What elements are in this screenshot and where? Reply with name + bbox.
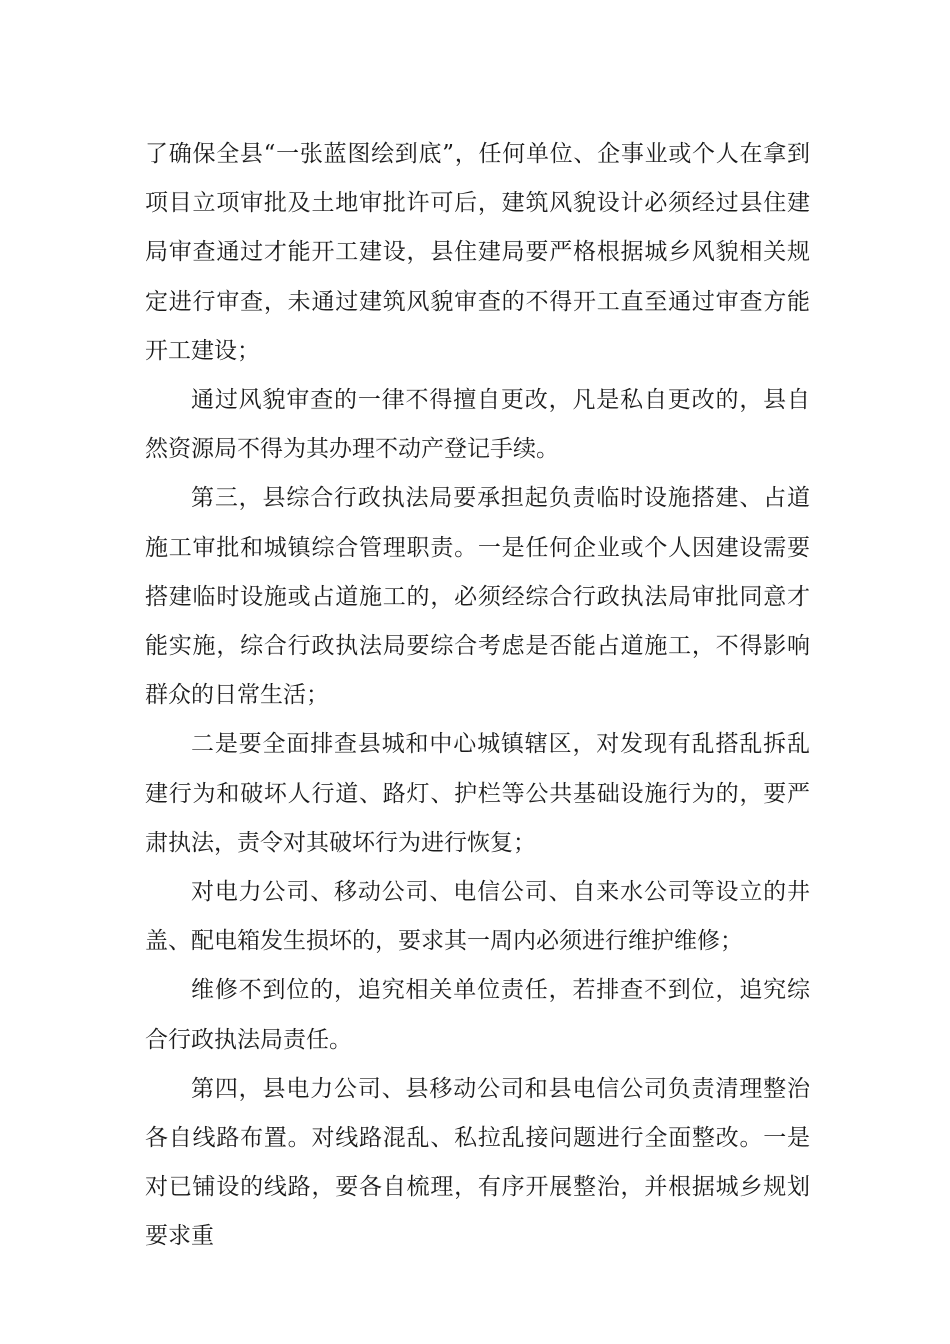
paragraph-4: 二是要全面排查县城和中心城镇辖区，对发现有乱搭乱拆乱建行为和破坏人行道、路灯、护栏等公共基础设施行为的，要严肃执法，责令对其破坏行为进行恢复； xyxy=(145,731,810,856)
paragraph-2: 通过风貌审查的一律不得擅自更改，凡是私自更改的，县自然资源局不得为其办理不动产登记手续。 xyxy=(145,387,810,463)
paragraph-7: 第四，县电力公司、县移动公司和县电信公司负责清理整治各自线路布置。对线路混乱、私拉乱接问题进行全面整改。一是对已铺设的线路，要各自梳理，有序开展整治，并根据城乡规划要求重 xyxy=(145,1075,810,1250)
paragraph-5: 对电力公司、移动公司、电信公司、自来水公司等设立的井盖、配电箱发生损坏的，要求其一周内必须进行维护维修； xyxy=(145,879,810,955)
paragraph-3: 第三，县综合行政执法局要承担起负责临时设施搭建、占道施工审批和城镇综合管理职责。一是任何企业或个人因建设需要搭建临时设施或占道施工的，必须经综合行政执法局审批同意才能实施，综合行政执法局要综合考虑是否能占道施工，不得影响群众的日常生活； xyxy=(145,485,810,709)
paragraph-6: 维修不到位的，追究相关单位责任，若排查不到位，追究综合行政执法局责任。 xyxy=(145,977,810,1053)
body-text xyxy=(145,130,810,1262)
paragraph-1: 了确保全县“一张蓝图绘到底”，任何单位、企事业或个人在拿到项目立项审批及土地审批许可后，建筑风貌设计必须经过县住建局审查通过才能开工建设，县住建局要严格根据城乡风貌相关规定进行审查，未通过建筑风貌审查的不得开工直至通过审查方能开工建设； xyxy=(145,141,810,364)
